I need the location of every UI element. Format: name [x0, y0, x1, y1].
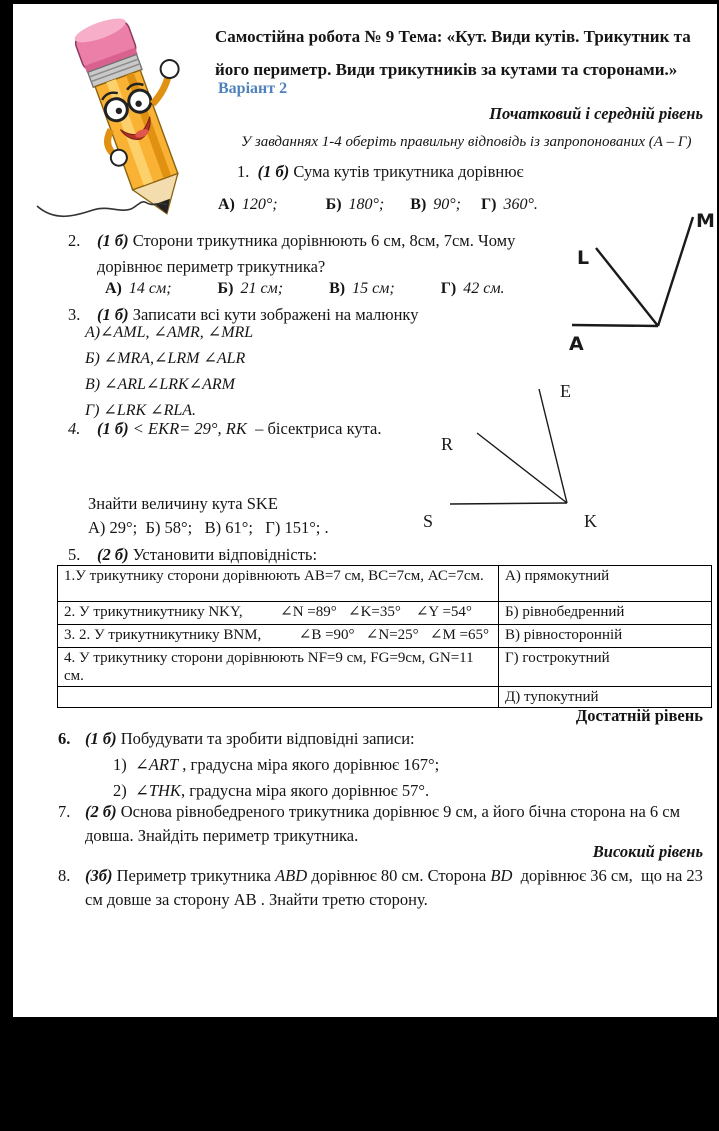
q5-points: (2 б) — [97, 545, 129, 564]
q2-options — [105, 280, 547, 298]
q3-number: 3. — [68, 305, 81, 324]
q1-option-b: Б) 180°; — [325, 196, 385, 213]
q3-option-v: В) ∠ARL∠LRK∠ARM — [85, 376, 235, 393]
q1-option-g: Г) 360°. — [481, 196, 538, 213]
ray-to-m — [658, 217, 693, 326]
point-label-l: L — [577, 247, 590, 269]
q8-points: (3б) — [85, 866, 113, 885]
point-label-m: M — [696, 210, 715, 232]
table-row — [58, 687, 712, 708]
q2-option-a: А) 14 см; — [105, 280, 172, 297]
q2-option-g: Г) 42 см. — [440, 280, 505, 297]
ray-to-s — [450, 503, 567, 504]
angle-figure-ersk — [410, 375, 630, 535]
ray-to-a — [572, 325, 658, 326]
question-8 — [58, 864, 718, 911]
q3-option-b: Б) ∠MRA,∠LRM ∠ALR — [85, 350, 246, 367]
q6-number: 6. — [58, 729, 71, 748]
table-cell-answer: В) рівносторонній — [499, 625, 712, 648]
table-cell-condition: 1.У трикутнику сторони дорівнюють АВ=7 см, ВС=7см, АС=7см. — [58, 566, 499, 602]
q4-points: (1 б) — [97, 419, 129, 438]
table-row — [58, 566, 712, 602]
point-label-s: S — [423, 511, 434, 531]
q3-points: (1 б) — [97, 305, 129, 324]
worksheet-title — [215, 20, 719, 86]
q1-points: (1 б) — [257, 162, 290, 181]
point-label-a: A — [569, 333, 584, 355]
q3-option-a: А)∠AML, ∠AMR, ∠MRL — [85, 324, 254, 341]
ray-to-l — [596, 248, 658, 326]
worksheet-page — [13, 4, 717, 1017]
question-6 — [58, 726, 415, 752]
q6-points: (1 б) — [85, 729, 117, 748]
level-sufficient-heading: Достатній рівень — [575, 706, 703, 725]
q3-text: (1 б) Записати всі кути зображені на малюнку — [97, 305, 419, 324]
matching-table — [57, 565, 712, 708]
q3-options — [85, 320, 253, 424]
variant-label: Варіант 2 — [218, 80, 288, 97]
table-cell-answer: Г) гострокутний — [499, 648, 712, 687]
table-cell-condition: 3. 2. У трикутникутнику BNM, ∠B =90° ∠N=25° ∠M =65° — [58, 625, 499, 648]
q4-number: 4. — [68, 419, 81, 438]
q4-options: А) 29°; Б) 58°; В) 61°; Г) 151°; . — [88, 518, 329, 537]
pencil-hand-right — [158, 57, 181, 80]
ray-to-r — [477, 433, 567, 503]
q6-subitem-1: 1) ∠ART , градусна міра якого дорівнює 167°; — [113, 755, 440, 774]
question-2 — [68, 228, 546, 280]
table-cell-answer: Б) рівнобедренний — [499, 602, 712, 625]
pencil-mascot-illustration — [31, 10, 226, 225]
q2-text: (1 б) Сторони трикутника дорівнюють 6 см, 8см, 7см. Чому дорівнює периметр трикутника? — [97, 231, 516, 276]
q2-option-b: Б) 21 см; — [217, 280, 284, 297]
table-cell-answer: Д) тупокутний — [499, 687, 712, 708]
q1-number: 1. — [237, 162, 250, 181]
ray-to-e — [539, 389, 567, 503]
table-cell-condition — [58, 687, 499, 708]
pencil-squiggle-line — [37, 202, 167, 216]
q5-text: (2 б) Установити відповідність: — [97, 545, 318, 564]
q2-points: (1 б) — [97, 231, 129, 250]
q7-text: (2 б) Основа рівнобедреного трикутника дорівнює 9 см, а його бічна сторона на 6 см довша. Знайдіть периметр трикутника. — [85, 802, 681, 845]
q1-options — [218, 196, 538, 214]
q6-text: (1 б) Побудувати та зробити відповідні записи: — [85, 729, 415, 748]
table-row — [58, 625, 712, 648]
q7-number: 7. — [58, 802, 71, 821]
q1-option-v: В) 90°; — [410, 196, 461, 213]
table-cell-condition: 4. У трикутнику сторони дорівнюють NF=9 см, FG=9см, GN=11 см. — [58, 648, 499, 687]
table-cell-answer: А) прямокутний — [499, 566, 712, 602]
q8-number: 8. — [58, 866, 71, 885]
question-7 — [58, 800, 719, 847]
q4-text: (1 б) < EKR= 29°, RK – бісектриса кута. — [97, 419, 382, 438]
table-cell-condition: 2. У трикутникутнику NKY, ∠N =89° ∠K=35° ∠Y =54° — [58, 602, 499, 625]
q8-text: (3б) Периметр трикутника ABD дорівнює 80 см. Сторона BD дорівнює 36 см, що на 23 см довше за сторону АВ . Знайти третю сторону. — [85, 866, 708, 909]
title-line-1: Самостійна робота № 9 Тема: «Кут. Види кутів. Трикутник та — [215, 27, 691, 46]
angle-figure-mla — [540, 200, 717, 370]
point-label-r: R — [441, 434, 454, 454]
level-high-heading: Високий рівень — [592, 842, 703, 861]
question-1 — [237, 162, 524, 182]
title-line-2: його периметр. Види трикутників за кутами та сторонами.» — [215, 60, 678, 79]
q1-text: Сума кутів трикутника дорівнює — [293, 162, 524, 181]
point-label-k: K — [584, 511, 597, 531]
table-row — [58, 648, 712, 687]
q1-option-a: А) 120°; — [218, 196, 278, 213]
instruction-line: У завданнях 1-4 оберіть правильну відповідь із запропонованих (А – Г) — [241, 134, 692, 150]
q6-subitem-2: 2) ∠THK, градусна міра якого дорівнює 57°. — [113, 780, 430, 800]
q6-subitems — [113, 752, 439, 803]
table-row — [58, 602, 712, 625]
q3-option-g: Г) ∠LRK ∠RLA. — [85, 402, 197, 419]
point-label-e: E — [560, 381, 571, 401]
q4-find-text: Знайти величину кута SKE — [88, 494, 278, 513]
q2-option-v: В) 15 см; — [329, 280, 395, 297]
q7-points: (2 б) — [85, 802, 117, 821]
q2-number: 2. — [68, 231, 81, 250]
q5-number: 5. — [68, 545, 81, 564]
level-basic-heading: Початковий і середній рівень — [489, 104, 703, 123]
